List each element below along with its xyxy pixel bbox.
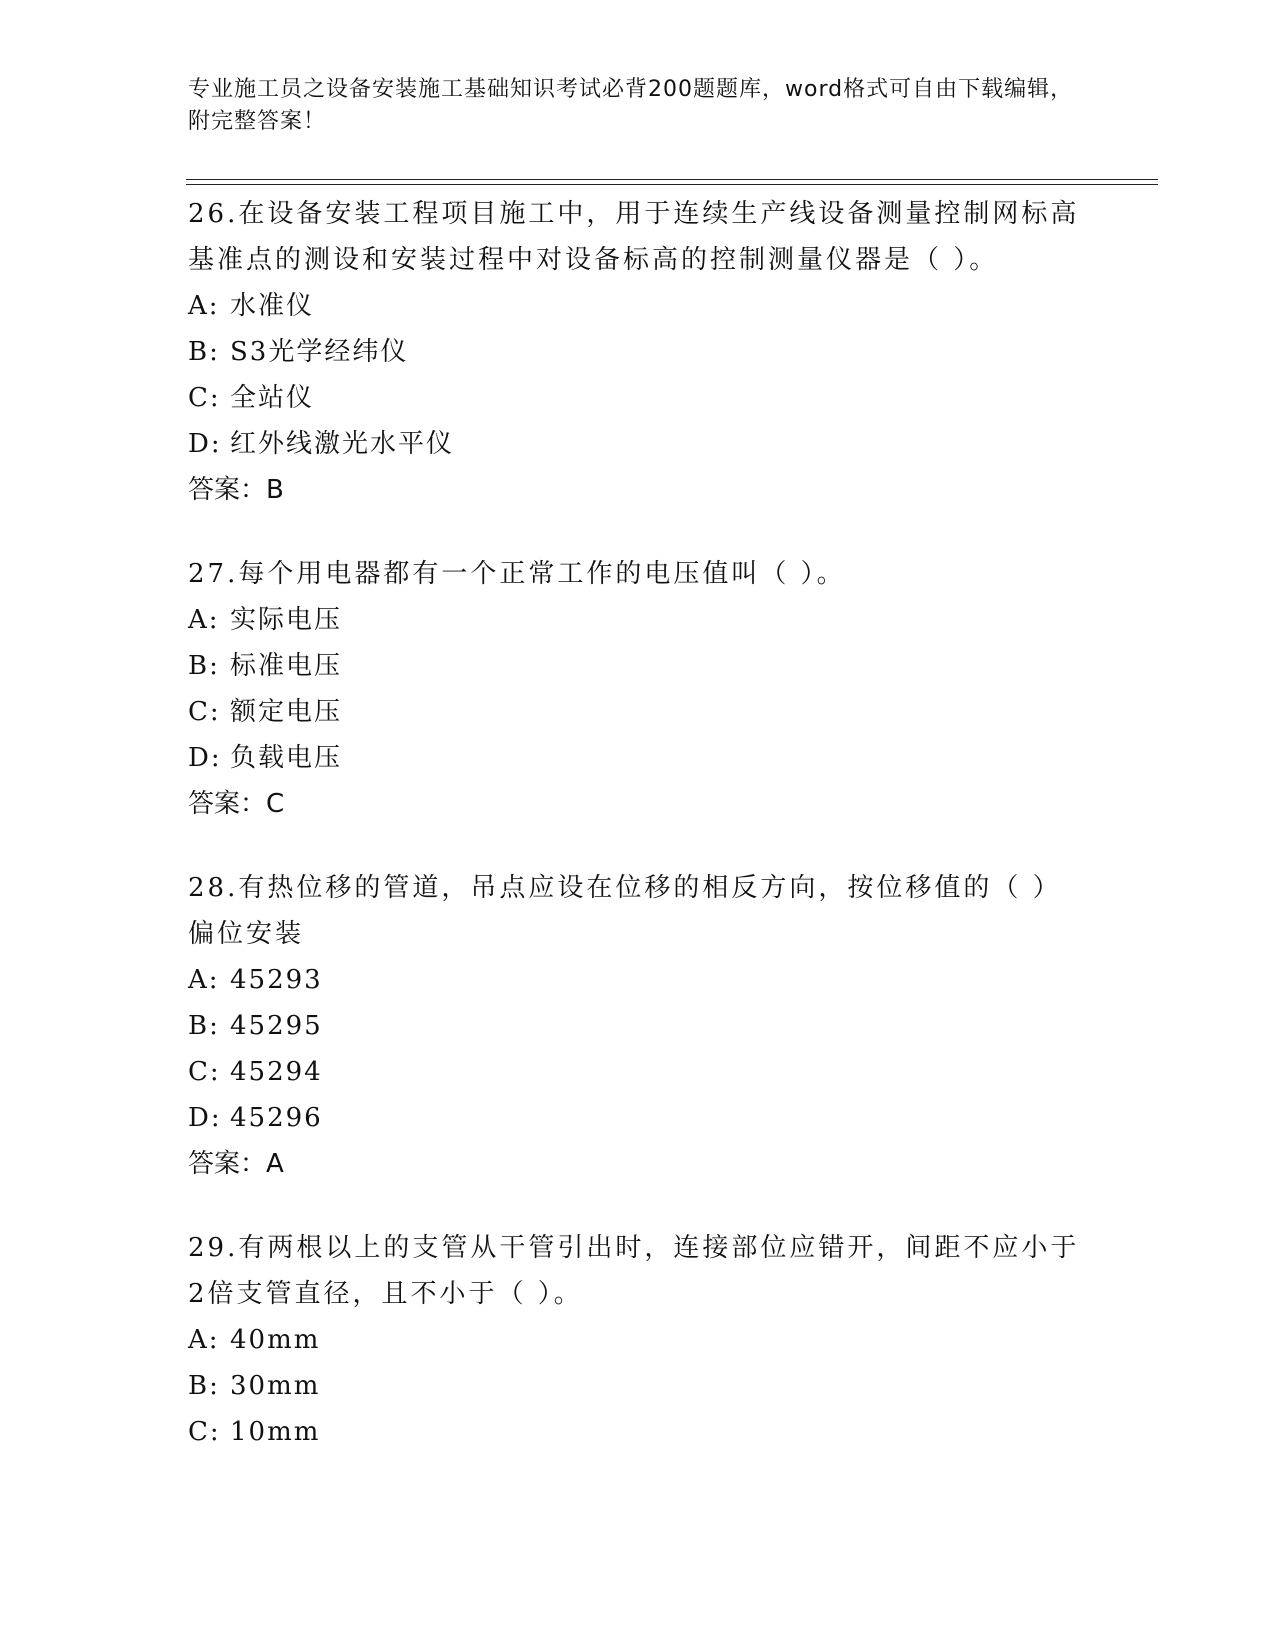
option-letter: A: [188,1325,220,1355]
question-list [188,191,1088,1493]
option-a [188,1317,1088,1363]
question-27 [188,551,1088,827]
option-text: 45295 [230,1011,323,1041]
option-a [188,957,1088,1003]
option-text: 全站仪 [230,383,315,413]
document-header [188,74,1088,138]
option-letter: D: [188,743,222,773]
option-text: 实际电压 [230,605,343,635]
answer-line: 答案：B [188,475,284,505]
option-letter: B: [188,651,220,681]
option-text: 45296 [230,1103,323,1133]
option-b [188,643,1088,689]
option-letter: A: [188,965,220,995]
option-text: 水准仪 [230,291,315,321]
option-c [188,375,1088,421]
question-26 [188,191,1088,513]
question-stem: 28.有热位移的管道，吊点应设在位移的相反方向，按位移值的（ ）偏位安装 [188,873,1062,949]
question-stem: 29.有两根以上的支管从干管引出时，连接部位应错开，间距不应小于2倍支管直径，且不小于（ ）。 [188,1233,1080,1309]
option-d [188,421,1088,467]
question-stem: 26.在设备安装工程项目施工中，用于连续生产线设备测量控制网标高基准点的测设和安装过程中对设备标高的控制测量仪器是（ ）。 [188,199,1080,275]
option-c [188,1049,1088,1095]
option-letter: D: [188,429,222,459]
option-text: 45294 [230,1057,323,1087]
option-letter: B: [188,1011,220,1041]
option-c [188,1409,1088,1455]
option-text: 红外线激光水平仪 [230,429,455,459]
option-letter: A: [188,605,220,635]
option-letter: C: [188,1057,221,1087]
option-text: 额定电压 [230,697,343,727]
option-d [188,1095,1088,1141]
header-divider-top [186,179,1158,180]
option-d [188,735,1088,781]
option-a [188,597,1088,643]
option-b [188,1003,1088,1049]
question-stem: 27.每个用电器都有一个正常工作的电压值叫（ ）。 [188,559,846,589]
option-letter: A: [188,291,220,321]
question-29 [188,1225,1088,1455]
option-text: 负载电压 [230,743,343,773]
option-text: S3光学经纬仪 [230,337,409,367]
option-letter: C: [188,697,221,727]
header-divider-bottom [186,184,1158,185]
option-letter: D: [188,1103,222,1133]
question-28 [188,865,1088,1187]
option-c [188,689,1088,735]
option-text: 标准电压 [230,651,343,681]
answer-line: 答案：A [188,1149,284,1179]
header-title: 专业施工员之设备安装施工基础知识考试必背200题题库，word格式可自由下载编辑，附完整答案！ [188,77,1074,134]
option-text: 45293 [230,965,323,995]
option-letter: C: [188,1417,221,1447]
option-a [188,283,1088,329]
option-text: 30mm [230,1371,321,1401]
option-text: 10mm [230,1417,321,1447]
option-b [188,1363,1088,1409]
answer-line: 答案：C [188,789,285,819]
option-letter: C: [188,383,221,413]
option-b [188,329,1088,375]
option-letter: B: [188,337,220,367]
option-letter: B: [188,1371,220,1401]
option-text: 40mm [230,1325,321,1355]
